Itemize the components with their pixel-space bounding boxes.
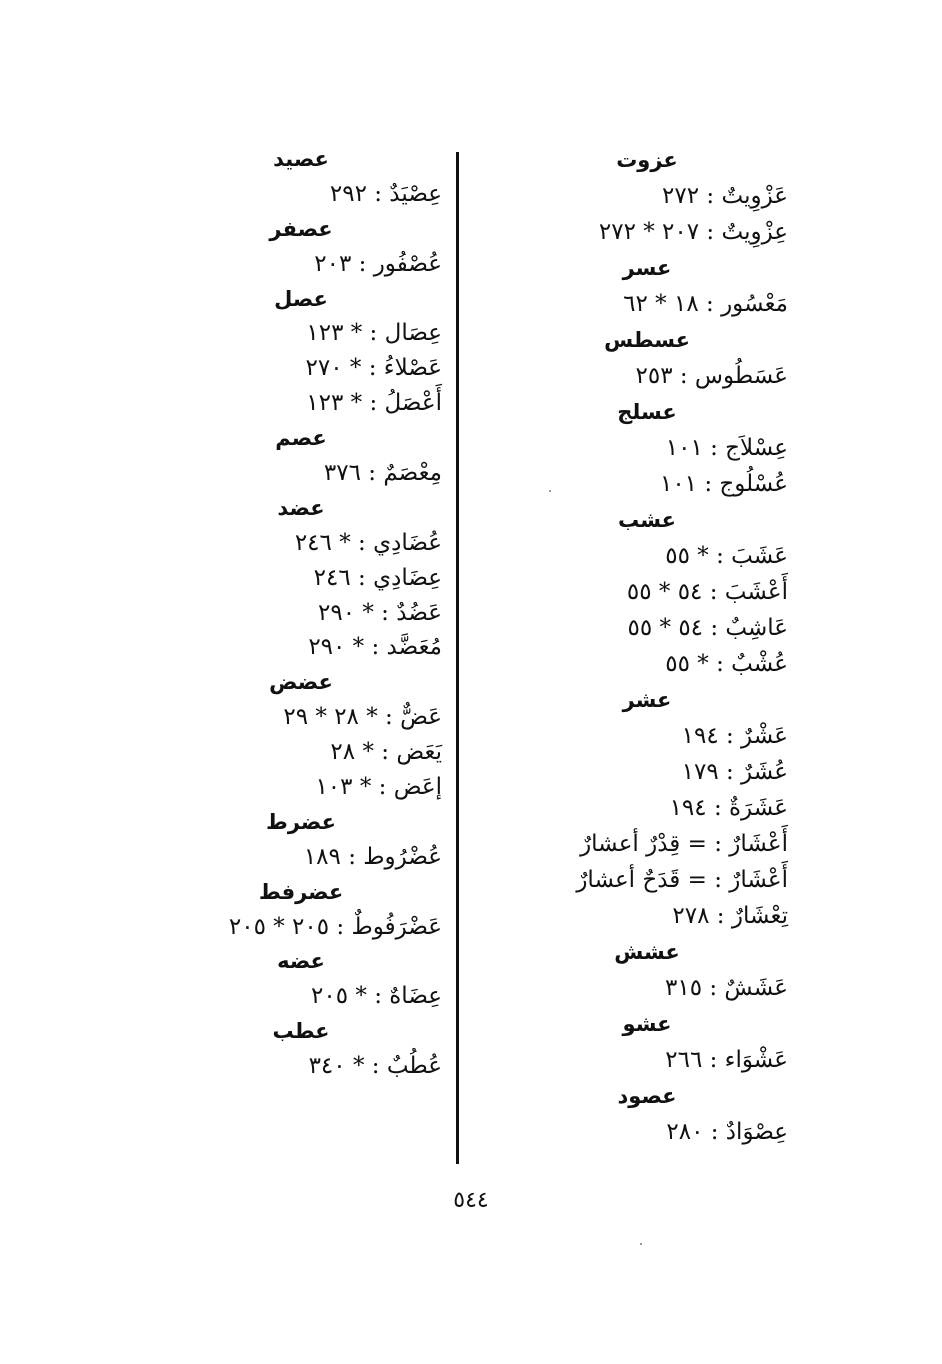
word-entry: أَعْشَارٌ : = قِدْرٌ أعشارٌ	[580, 831, 788, 857]
root-heading: عصل	[274, 286, 328, 311]
page-number: ٥٤٤	[453, 1188, 489, 1213]
word-entry: عُصْفُور : ٢٠٣	[314, 250, 442, 277]
word-entry: عُطُبٌ : * ٣٤٠	[308, 1053, 442, 1080]
right-column	[502, 142, 792, 1150]
word-entry: أَعْشَبَ : ٥٤ * ٥٥	[626, 579, 788, 605]
root-heading: عسلج	[617, 400, 677, 424]
word-entry: عِسْلاَج : ١٠١	[665, 435, 788, 461]
word-entry: عِزْوِيتٌ : ٢٠٧ * ٢٧٢	[598, 219, 788, 245]
root-heading: عصفر	[269, 216, 333, 241]
word-entry: عَشَبَ : * ٥٥	[665, 543, 788, 569]
speck	[549, 490, 551, 492]
root-heading: عصيد	[273, 147, 329, 171]
word-entry: عُضْرُوط : ١٨٩	[303, 843, 442, 870]
word-entry: إعَض : * ١٠٣	[315, 774, 442, 801]
word-entry: عَضٌّ : * ٢٨ * ٢٩	[283, 704, 442, 731]
word-entry: عَضُدٌ : * ٢٩٠	[318, 599, 442, 626]
word-entry: أَعْصَلُ : * ١٢٣	[306, 390, 442, 417]
root-heading: عشو	[622, 1012, 672, 1036]
word-entry: عَشَشٌ : ٣١٥	[665, 975, 788, 1001]
word-entry: عُسْلُوج : ١٠١	[659, 471, 788, 497]
word-entry: يَعَض : * ٢٨	[330, 739, 442, 766]
root-heading: عضرط	[266, 809, 336, 834]
word-entry: عَشْرٌ : ١٩٤	[681, 723, 788, 749]
word-entry: تِعْشَارٌ : ٢٧٨	[672, 903, 788, 929]
root-heading: عضرفط	[258, 879, 344, 904]
word-entry: عَاشِبٌ : ٥٤ * ٥٥	[627, 615, 788, 641]
word-entry: عَشَرَةٌ : ١٩٤	[669, 795, 788, 821]
root-heading: عسر	[622, 256, 672, 280]
word-entry: عَزْوِيتٌ : ٢٧٢	[662, 183, 788, 209]
root-heading: عضد	[277, 495, 325, 520]
root-heading: عطب	[272, 1019, 330, 1044]
root-heading: عضه	[277, 949, 325, 974]
word-entry: عَسَطُوس : ٢٥٣	[635, 363, 788, 389]
root-heading: عصم	[275, 426, 327, 451]
column-divider	[456, 152, 459, 1164]
word-entry: عَشْوَاء : ٢٦٦	[665, 1047, 788, 1073]
root-heading: عصود	[617, 1084, 677, 1108]
word-entry: عِصْوَادٌ : ٢٨٠	[666, 1119, 788, 1145]
root-heading: عسطس	[604, 328, 690, 352]
word-entry: مُعَضَّد : * ٢٩٠	[308, 634, 442, 661]
speck	[640, 1243, 642, 1245]
word-entry: عِصَال : * ١٢٣	[306, 320, 442, 347]
word-entry: عُضَادِي : * ٢٤٦	[294, 529, 442, 556]
left-column	[156, 142, 446, 1084]
word-entry: عِضَادِي : ٢٤٦	[313, 564, 442, 591]
word-entry: عَصْلاءُ : * ٢٧٠	[305, 355, 442, 382]
word-entry: مَعْسُور : ١٨ * ٦٢	[623, 291, 788, 317]
root-heading: عضض	[269, 670, 333, 695]
word-entry: عُشْبٌ : * ٥٥	[665, 651, 788, 677]
word-entry: عِضَاهٌ : * ٢٠٥	[311, 983, 442, 1010]
word-entry: عَضْرَفُوطٌ : ٢٠٥ * ٢٠٥	[228, 913, 442, 940]
root-heading: عشر	[622, 688, 672, 712]
root-heading: عزوت	[616, 148, 678, 172]
root-heading: عشب	[618, 508, 676, 532]
word-entry: عُشَرٌ : ١٧٩	[681, 759, 788, 785]
root-heading: عشش	[614, 940, 680, 964]
word-entry: عِصْيَدٌ : ٢٩٢	[329, 180, 442, 207]
word-entry: أَعْشَارٌ : = قَدَحٌ أعشارٌ	[576, 867, 788, 893]
word-entry: مِعْصَمٌ : ٣٧٦	[323, 460, 442, 487]
